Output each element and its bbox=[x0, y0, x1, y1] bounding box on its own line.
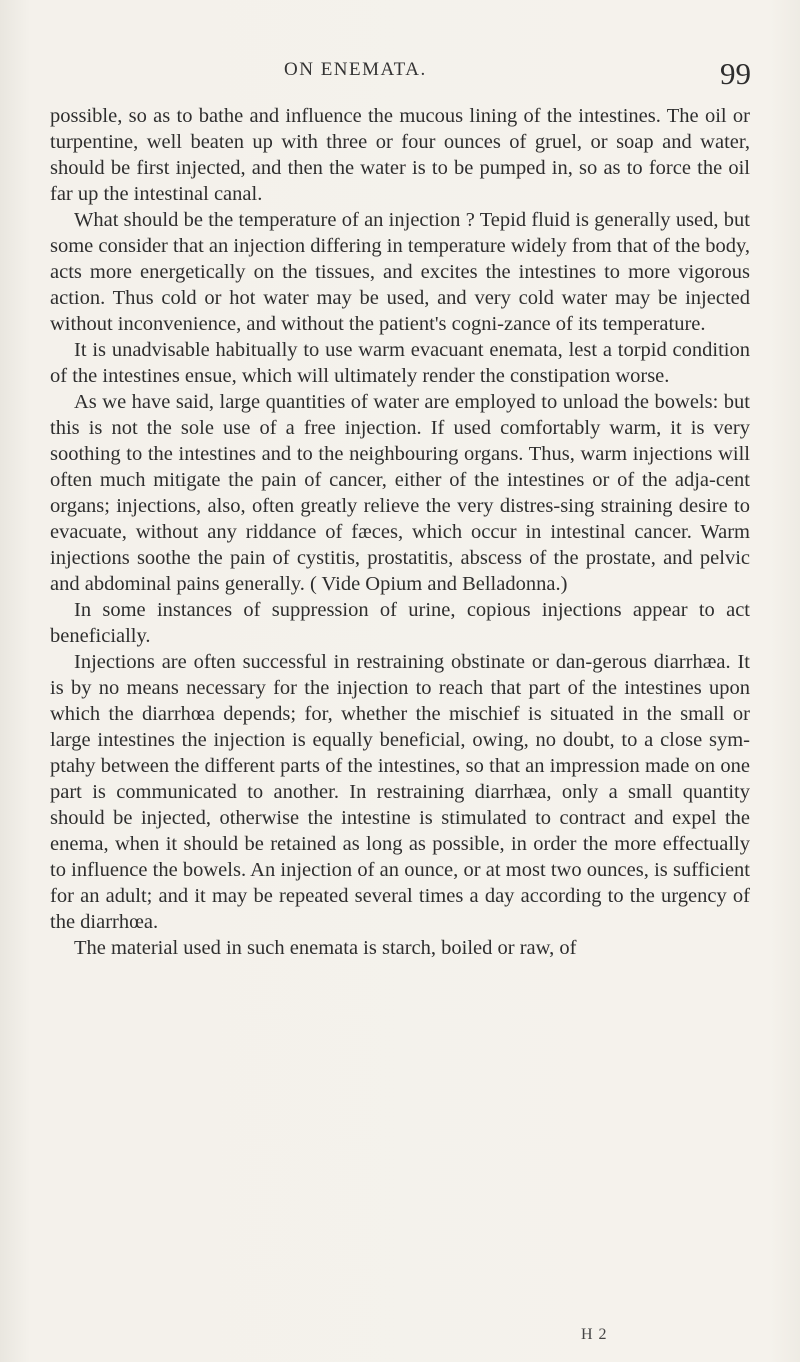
body-text bbox=[50, 103, 750, 961]
paragraph-diarrhoea: Injections are often successful in restraining obstinate or dan-gerous diarrhæa. It is by no means necessary for the injection to reach that part of the intestines upon which the diarrhœa depends; for, whether the mischief is situated in the small or large intestines the injection is equally beneficial, owing, no doubt, to a close sym-ptahy between the different parts of the intestines, so that an impression made on one part is communicated to another. In restraining diarrhæa, only a small quantity should be injected, otherwise the intestine is stimulated to contract and expel the enema, when it should be retained as long as possible, in order the more effectually to influence the bowels. An injection of an ounce, or at most two ounces, is sufficient for an adult; and it may be repeated several times a day according to the urgency of the diarrhœa. bbox=[50, 651, 750, 933]
paragraph-suppression-urine: In some instances of suppression of urine, copious injections appear to act beneficially. bbox=[50, 599, 750, 647]
paragraph-continuation: possible, so as to bathe and influence the mucous lining of the intestines. The oil or turpentine, well beaten up with three or four ounces of gruel, or soap and water, should be first injected, and then the water is to be pumped in, so as to force the oil far up the intestinal canal. bbox=[50, 105, 750, 205]
paragraph-soothing-uses: As we have said, large quantities of water are employed to unload the bowels: but this is not the sole use of a free injection. If used comfortably warm, it is very soothing to the intestines and to the neighbouring organs. Thus, warm injections will often much mitigate the pain of cancer, either of the intestines or of the adja-cent organs; injections, also, often greatly relieve the very distres-sing straining desire to evacuate, without any riddance of fæces, which occur in intestinal cancer. Warm injections soothe the pain of cystitis, prostatitis, abscess of the prostate, and pelvic and abdominal pains generally. ( Vide Opium and Belladonna.) bbox=[50, 391, 750, 595]
paragraph-temperature: What should be the temperature of an injection ? Tepid fluid is generally used, but some consider that an injection differing in temperature widely from that of the body, acts more energetically on the tissues, and excites the intestines to more vigorous action. Thus cold or hot water may be used, and very cold water may be injected without inconvenience, and without the patient's cogni-zance of its temperature. bbox=[50, 209, 750, 335]
paragraph-warm-enemata: It is unadvisable habitually to use warm evacuant enemata, lest a torpid condition of the intestines ensue, which will ultimately render the constipation worse. bbox=[50, 339, 750, 387]
running-head bbox=[0, 58, 800, 98]
paragraph-material: The material used in such enemata is starch, boiled or raw, of bbox=[74, 937, 577, 959]
signature-mark: H 2 bbox=[581, 1326, 608, 1343]
running-title: ON ENEMATA. bbox=[284, 59, 427, 80]
page-number: 99 bbox=[720, 56, 751, 91]
